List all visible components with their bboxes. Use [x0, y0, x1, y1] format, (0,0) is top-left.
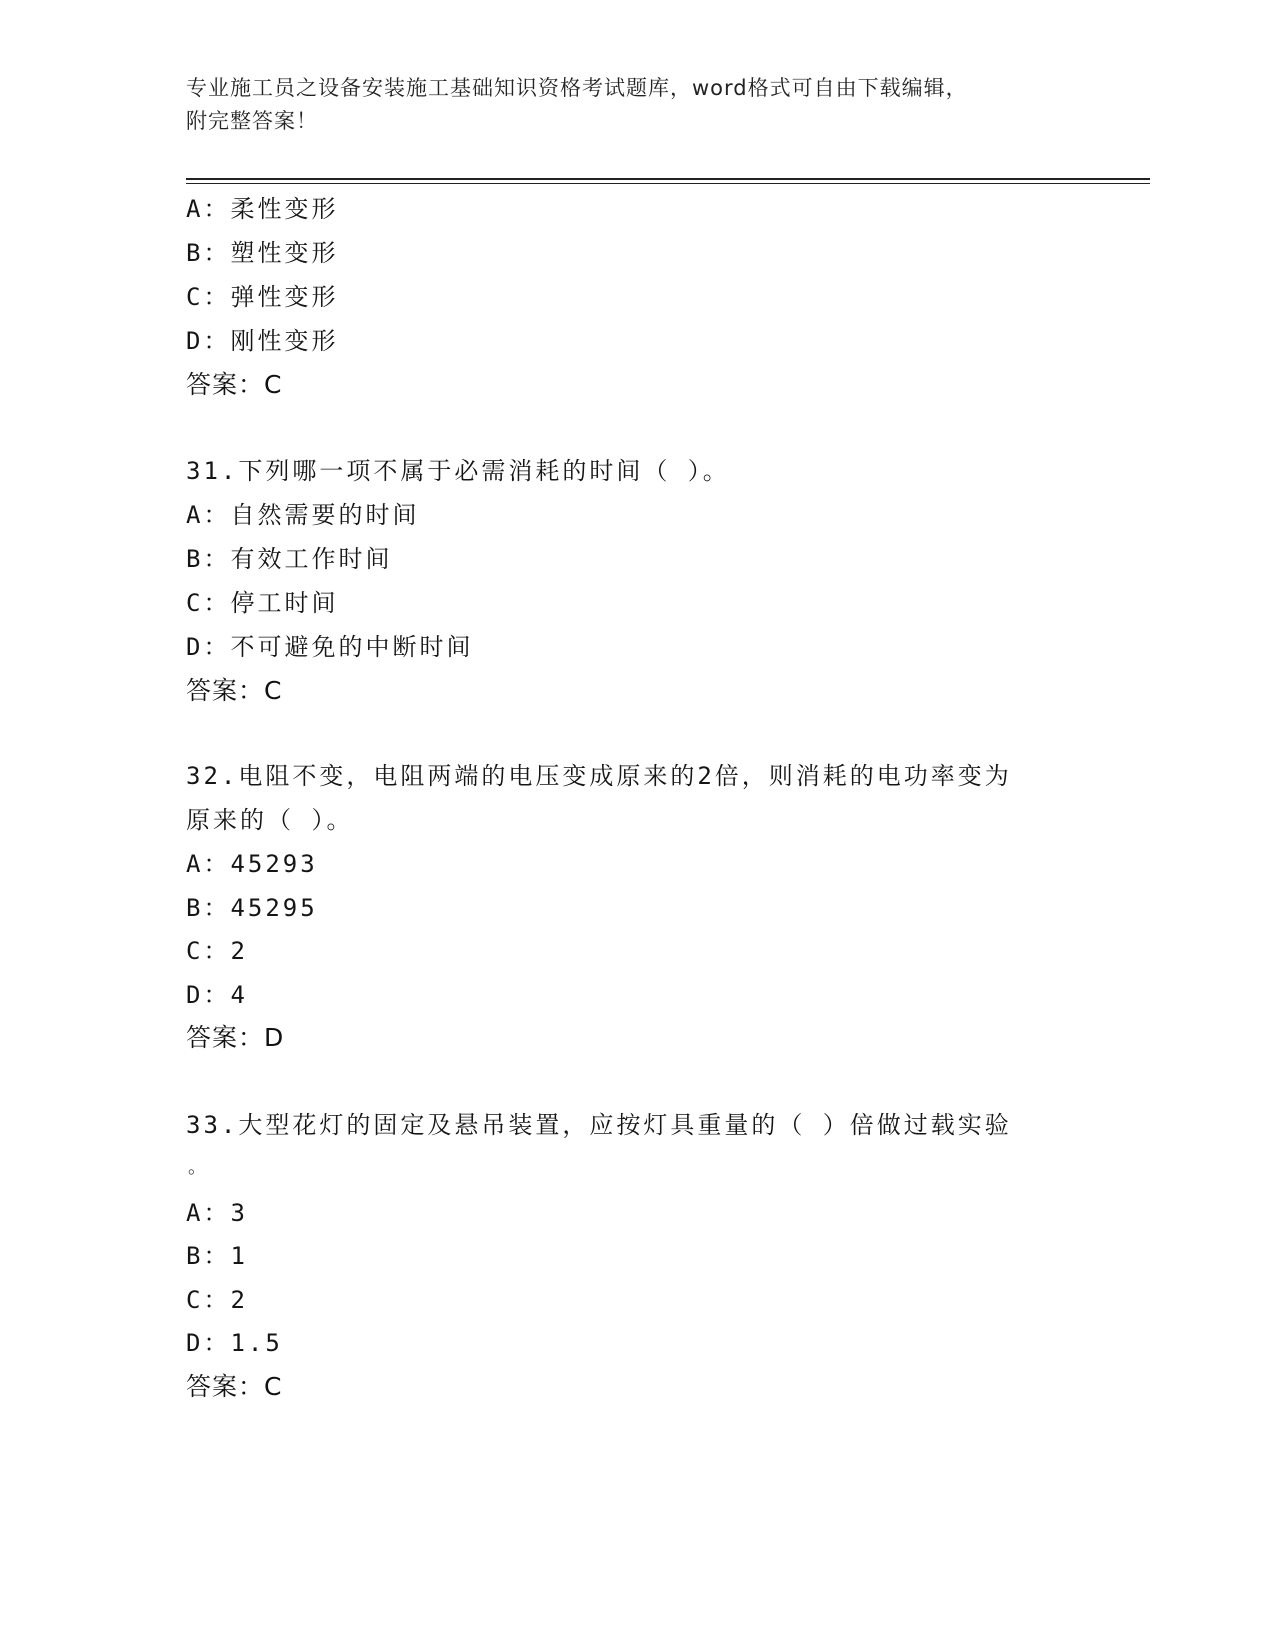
q30-option-d: D：刚性变形 — [186, 327, 339, 355]
header-line-1: 专业施工员之设备安装施工基础知识资格考试题库，word格式可自由下载编辑， — [186, 76, 968, 100]
q31-option-b: B：有效工作时间 — [186, 545, 393, 573]
q31-option-d: D：不可避免的中断时间 — [186, 633, 474, 661]
q31-option-c: C：停工时间 — [186, 589, 339, 617]
q33-option-b: B：1 — [186, 1242, 248, 1270]
q33-option-c: C：2 — [186, 1286, 248, 1314]
q32-option-a: A：45293 — [186, 850, 318, 878]
q30-answer: 答案：C — [186, 370, 283, 399]
q33-question-line-1: 33.大型花灯的固定及悬吊装置，应按灯具重量的（ ）倍做过载实验 — [186, 1111, 1012, 1139]
q30-option-c: C：弹性变形 — [186, 283, 339, 311]
header-rule-thick — [186, 178, 1150, 180]
q30-option-b: B：塑性变形 — [186, 239, 339, 267]
q32-answer: 答案：D — [186, 1023, 285, 1052]
q33-question-line-2: 。 — [188, 1157, 206, 1178]
header-rule-thin — [186, 183, 1150, 184]
header-line-2: 附完整答案！ — [186, 109, 318, 133]
q33-option-a: A：3 — [186, 1199, 248, 1227]
q32-option-b: B：45295 — [186, 894, 318, 922]
document-header — [186, 72, 1066, 138]
q32-question-line-2: 原来的（ ）。 — [186, 806, 354, 834]
q32-question-line-1: 32.电阻不变，电阻两端的电压变成原来的2倍，则消耗的电功率变为 — [186, 762, 1012, 790]
q31-option-a: A：自然需要的时间 — [186, 501, 420, 529]
q33-answer: 答案：C — [186, 1372, 283, 1401]
q33-option-d: D：1.5 — [186, 1329, 283, 1357]
q30-option-a: A：柔性变形 — [186, 195, 339, 223]
q32-option-c: C：2 — [186, 937, 248, 965]
q31-question: 31.下列哪一项不属于必需消耗的时间（ ）。 — [186, 457, 730, 485]
q31-answer: 答案：C — [186, 676, 283, 705]
q32-option-d: D：4 — [186, 981, 248, 1009]
